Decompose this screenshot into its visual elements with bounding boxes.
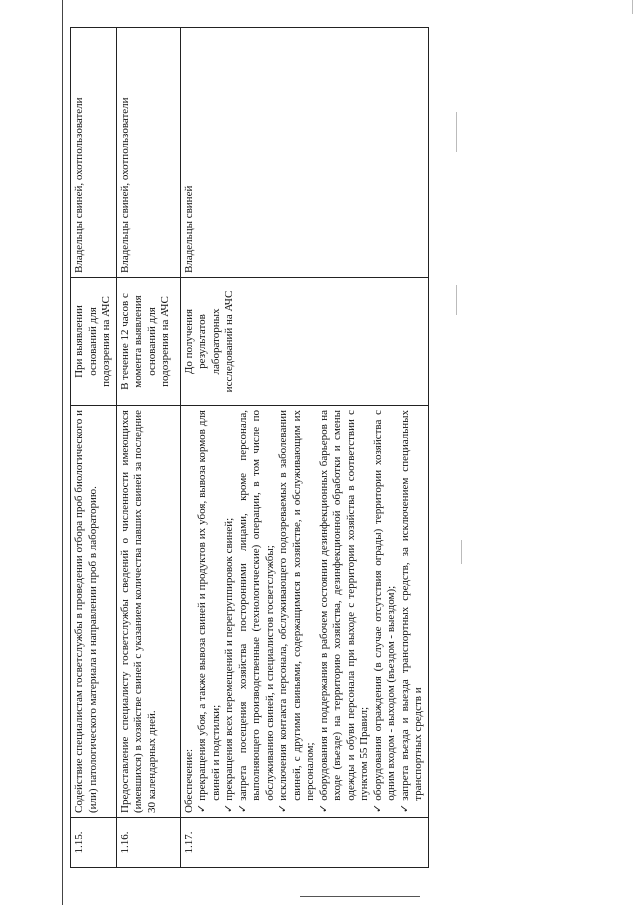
checkmark-icon: ✓: [196, 803, 208, 813]
list-item: ✓ запрета въезда и выезда транспортных средств, за исключением специальных транспортных средств и: [398, 410, 424, 813]
table-row: [180, 28, 428, 868]
table-row: [116, 28, 180, 868]
list-item: ✓ прекращения всех перемещений и перегруппировок свиней;: [223, 517, 235, 813]
measure-deadline: До получения результатов лабораторных исследований на АЧС: [180, 278, 428, 406]
row-number: 1.17.: [180, 818, 428, 868]
row-number: 1.16.: [116, 818, 180, 868]
responsible-party: Владельцы свиней: [180, 28, 428, 278]
checkmark-icon: ✓: [398, 803, 411, 813]
list-item: ✓ оборудования ограждения (в случае отсутствия ограды) территории хозяйства с одним входом - выходом (въездом - выездом);: [371, 410, 397, 813]
measure-description: Предоставление специалисту госветслужбы сведений о численности имеющихся (имевшихся) в хозяйстве свиней с указанием количества павших свиней за последние 30 календарных дней.: [116, 406, 180, 818]
list-item: ✓ запрета посещения хозяйства посторонними лицами, кроме персонала, выполняющего производственные (технологические) операции, в том числе по обслуживанию свиней, и специалистов госветслужбы;: [236, 410, 276, 813]
list-item: ✓ прекращения убоя, а также вывоза свиней и продуктов их убоя, вывоза кормов для свиней и подстилки;: [196, 410, 222, 813]
table-row: [71, 28, 117, 868]
measure-description: Содействие специалистам госветслужбы в проведении отбора проб биологического и (или) патологического материала и направлении проб в лабораторию.: [71, 406, 117, 818]
measure-description: [180, 406, 428, 818]
scan-edge-bottom: [300, 896, 420, 897]
measure-intro: Обеспечение:: [182, 748, 195, 813]
scan-edge-left: [62, 0, 63, 905]
measure-deadline: В течение 12 часов с момента выявления оснований для подозрения на АЧС: [116, 278, 180, 406]
list-item: ✓ исключения контакта персонала, обслуживающего подозреваемых в заболевании свиней, с другими свиньями, содержащимися в хозяйстве, и обслуживающим их персоналом;: [277, 410, 316, 813]
checkmark-icon: ✓: [277, 803, 289, 813]
checkmark-icon: ✓: [223, 803, 235, 813]
responsible-party: Владельцы свиней, охотпользователи: [116, 28, 180, 278]
list-item: ✓ оборудования и поддержания в рабочем состоянии дезинфекционных барьеров на входе (въезде) на территорию хозяйства, дезинфекционной обработки и смены одежды и обуви персонала при выходе с территории хозяйства в соответствии с пунктом 55 Правил;: [317, 410, 370, 813]
checkmark-icon: ✓: [236, 803, 249, 813]
measures-table: [70, 27, 429, 868]
document-page: [70, 28, 595, 868]
row-number: 1.15.: [71, 818, 117, 868]
scan-dash: [632, 0, 633, 14]
measure-deadline: При выявлении оснований для подозрения на АЧС: [71, 278, 117, 406]
checkmark-icon: ✓: [371, 803, 384, 813]
checkmark-icon: ✓: [317, 803, 330, 813]
responsible-party: Владельцы свиней, охотпользователи: [71, 28, 117, 278]
